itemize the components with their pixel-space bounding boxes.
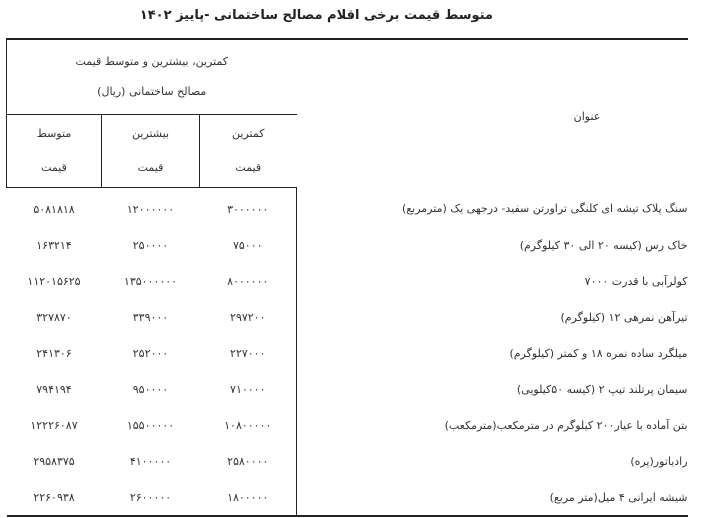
min-price-header-line1: کمترین — [232, 127, 265, 140]
min-price-cell: ۲۵۸۰۰۰۰ — [227, 454, 269, 468]
table-row — [7, 371, 688, 407]
avg-price-header-line1: متوسط — [36, 127, 72, 140]
avg-price-cell: ۵۰۸۱۸۱۸ — [33, 202, 75, 216]
avg-price-header-line2: قیمت — [41, 161, 67, 174]
min-price-cell: ۷۵۰۰۰ — [232, 238, 263, 252]
price-group-header — [7, 39, 297, 115]
min-price-cell: ۳۰۰۰۰۰۰ — [227, 202, 269, 216]
avg-price-header — [7, 115, 102, 188]
min-price-cell: ۲۹۷۲۰۰ — [230, 310, 266, 324]
min-price-cell: ۱۰۸۰۰۰۰۰ — [224, 418, 272, 432]
header-row-1 — [7, 39, 688, 115]
price-table — [6, 38, 688, 517]
item-name-cell: کولرآبی با قدرت ۷۰۰۰ — [297, 263, 688, 299]
min-price-cell: ۸۰۰۰۰۰۰ — [227, 274, 269, 288]
max-price-cell: ۲۶۰۰۰۰۰ — [129, 490, 172, 504]
avg-price-cell: ۲۲۶۰۹۳۸ — [33, 490, 75, 504]
avg-price-cell: ۲۴۱۳۰۶ — [36, 346, 72, 360]
avg-price-cell: ۳۲۷۸۷۰ — [36, 310, 72, 324]
max-price-cell: ۱۵۵۰۰۰۰۰ — [126, 418, 175, 432]
table-row — [7, 335, 688, 371]
item-name-cell: سنگ پلاک تیشه ای کلنگی تراورتن سفید- درجهی یک (مترمربع) — [297, 188, 688, 228]
table-row — [7, 479, 688, 516]
avg-price-cell: ۱۱۲۰۱۵۶۲۵ — [27, 274, 81, 288]
max-price-cell: ۳۳۹۰۰۰ — [132, 310, 169, 324]
max-price-cell: ۲۵۲۰۰۰ — [132, 346, 169, 360]
max-price-cell: ۱۲۰۰۰۰۰۰ — [126, 202, 175, 216]
avg-price-cell: ۲۹۵۸۳۷۵ — [33, 454, 75, 468]
max-price-header-line2: قیمت — [137, 161, 164, 174]
item-name-cell: رادیاتور(پره) — [297, 443, 688, 479]
min-price-header — [200, 115, 297, 188]
price-group-header-line2: مصالح ساختمانی (ریال) — [97, 85, 207, 98]
table-row — [7, 443, 688, 479]
item-column-header-label: عنوان — [573, 110, 601, 124]
table-title: متوسط قیمت برخی اقلام مصالح ساختمانی -پاییز ۱۴۰۲ — [139, 8, 493, 23]
item-name-cell: شیشه ایرانی ۴ میل(متر مربع) — [297, 479, 688, 516]
item-name-cell: بتن آماده با عیار۲۰۰ کیلوگرم در مترمکعب(مترمکعب) — [297, 407, 688, 443]
table-row — [7, 263, 688, 299]
avg-price-cell: ۱۶۳۲۱۴ — [36, 238, 72, 252]
table-row — [7, 407, 688, 443]
table-row — [7, 227, 688, 263]
avg-price-cell: ۱۲۲۲۶۰۸۷ — [30, 418, 78, 432]
max-price-cell: ۹۵۰۰۰۰ — [132, 382, 169, 396]
max-price-header-line1: بیشترین — [131, 127, 170, 140]
max-price-cell: ۱۳۵۰۰۰۰۰۰ — [123, 274, 178, 288]
max-price-header — [102, 115, 200, 188]
item-name-cell: میلگرد ساده نمره ۱۸ و کمتر (کیلوگرم) — [297, 335, 688, 371]
max-price-cell: ۲۵۰۰۰۰ — [132, 238, 169, 252]
min-price-header-line2: قیمت — [235, 161, 262, 174]
min-price-cell: ۱۸۰۰۰۰۰ — [227, 490, 269, 504]
min-price-cell: ۷۱۰۰۰۰ — [230, 382, 266, 396]
table-row — [7, 188, 688, 228]
price-group-header-line1: کمترین، بیشترین و متوسط قیمت — [75, 55, 229, 68]
min-price-cell: ۲۲۷۰۰۰ — [230, 346, 266, 360]
item-name-cell: سیمان پرتلند تیپ ۲ (کیسه ۵۰کیلویی) — [297, 371, 688, 407]
max-price-cell: ۴۱۰۰۰۰۰ — [129, 454, 172, 468]
item-name-cell: خاک رس (کیسه ۲۰ الی ۳۰ کیلوگرم) — [297, 227, 688, 263]
table-row — [7, 299, 688, 335]
avg-price-cell: ۷۹۴۱۹۴ — [36, 382, 72, 396]
item-column-header — [297, 39, 688, 188]
item-name-cell: تیرآهن نمرهی ۱۲ (کیلوگرم) — [297, 299, 688, 335]
